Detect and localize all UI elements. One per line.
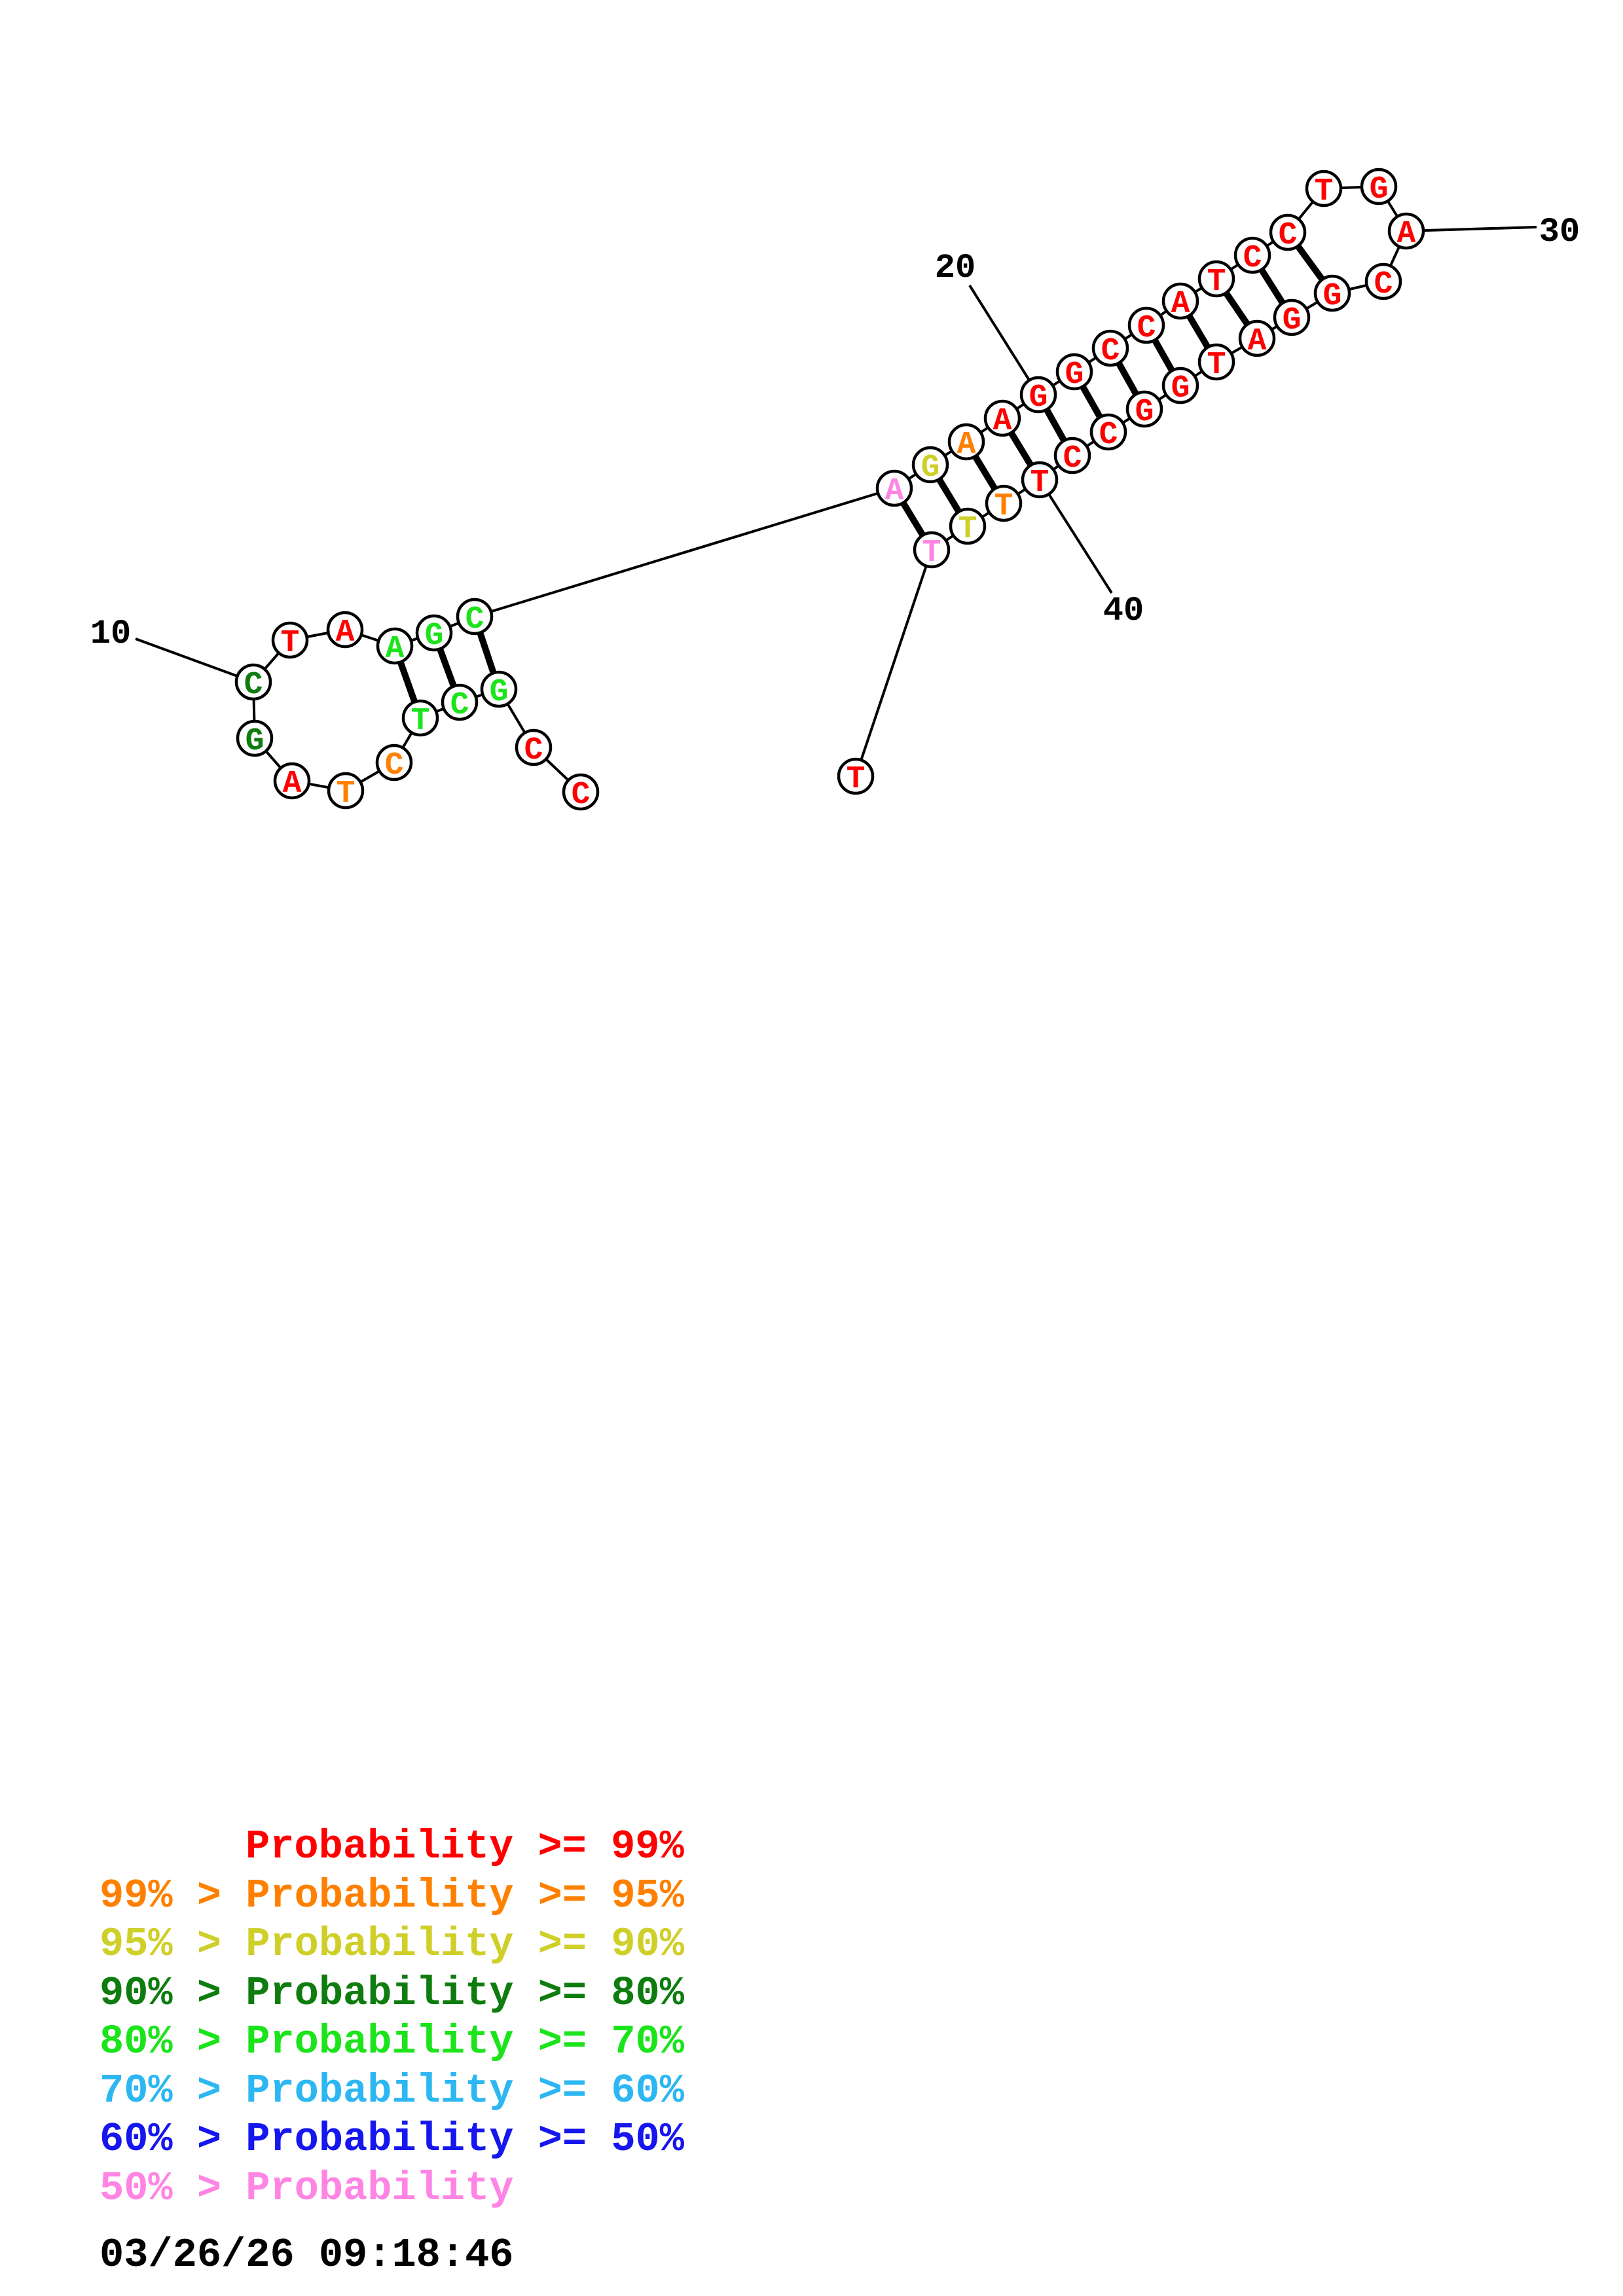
nucleotide-base: G	[424, 619, 444, 654]
nucleotide-n12	[328, 613, 362, 651]
nucleotide-n39	[1055, 439, 1089, 476]
position-label-line	[1040, 480, 1112, 593]
nucleotide-n14	[417, 616, 451, 654]
nucleotide-base: C	[1099, 418, 1118, 453]
nucleotide-base: T	[336, 776, 356, 812]
nucleotide-base: G	[1282, 303, 1302, 338]
nucleotide-n7	[329, 774, 363, 812]
nucleotide-n4	[443, 685, 477, 723]
nucleotide-n1	[564, 775, 598, 813]
nucleotide-base: C	[465, 602, 484, 637]
nucleotide-base: G	[489, 675, 509, 710]
nucleotide-n33	[1275, 300, 1309, 338]
nucleotide-n31	[1366, 264, 1400, 302]
nucleotide-n5	[403, 701, 437, 739]
nucleotide-n35	[1199, 345, 1233, 383]
nucleotide-base: T	[1030, 465, 1049, 501]
probability-legend	[100, 1823, 685, 2212]
nucleotide-n8	[275, 764, 309, 802]
nucleotide-n6	[377, 745, 411, 783]
legend-row: 95% > Probability >= 90%	[100, 1921, 684, 1967]
nucleotide-base: A	[385, 632, 405, 667]
nucleotide-base: C	[384, 748, 404, 783]
nucleotides	[236, 170, 1423, 813]
nucleotide-n29	[1362, 170, 1396, 207]
nucleotide-n10	[236, 665, 270, 703]
position-label: 20	[934, 249, 976, 287]
nucleotide-base: T	[1207, 264, 1226, 300]
position-label-line	[970, 285, 1038, 395]
nucleotide-base: A	[1171, 287, 1190, 322]
nucleotide-base: T	[922, 535, 941, 571]
position-label-line	[1406, 227, 1537, 231]
nucleotide-base: T	[958, 512, 977, 547]
nucleotide-base: C	[450, 688, 469, 723]
nucleotide-base: C	[244, 668, 263, 703]
nucleotide-n2	[517, 730, 551, 768]
nucleotide-n38	[1091, 415, 1125, 453]
nucleotide-base: C	[524, 733, 543, 768]
legend-row: 70% > Probability >= 60%	[100, 2068, 684, 2114]
nucleotide-base: G	[1065, 357, 1084, 393]
nucleotide-n15	[458, 600, 492, 637]
nucleotide-base: T	[410, 704, 430, 739]
legend-row: Probability >= 99%	[246, 1823, 684, 1870]
nucleotide-base: T	[1207, 348, 1226, 383]
nucleotide-base: A	[1247, 324, 1267, 359]
nucleotide-base: T	[994, 489, 1013, 524]
nucleotide-base: A	[335, 615, 355, 651]
nucleotide-n41	[987, 486, 1021, 524]
backbone-bond	[856, 550, 932, 776]
nucleotide-n34	[1240, 321, 1274, 359]
nucleotide-n37	[1127, 392, 1161, 430]
nucleotide-base: T	[1314, 174, 1334, 209]
legend-row: 80% > Probability >= 70%	[100, 2018, 684, 2065]
nucleotide-base: T	[846, 762, 866, 797]
nucleotide-base: A	[884, 474, 904, 509]
nucleotide-n40	[1023, 463, 1057, 501]
nucleotide-base: C	[1137, 311, 1156, 346]
nucleotide-n3	[482, 672, 516, 710]
backbone-bond	[475, 488, 894, 617]
legend-row: 90% > Probability >= 80%	[100, 1970, 684, 2017]
nucleotide-base: C	[1243, 241, 1262, 276]
nucleotide-n36	[1163, 368, 1197, 406]
nucleotide-base: C	[1063, 441, 1082, 476]
position-label-line	[136, 639, 253, 682]
nucleotide-base: G	[1369, 172, 1389, 207]
nucleotide-base: G	[1029, 380, 1048, 416]
nucleotide-base: A	[282, 766, 302, 802]
nucleotide-base: A	[957, 427, 976, 463]
timestamp: 03/26/26 09:18:46	[100, 2232, 514, 2278]
nucleotide-base: C	[571, 778, 591, 813]
legend-row: 99% > Probability >= 95%	[100, 1873, 684, 1919]
position-label: 30	[1539, 213, 1580, 251]
nucleotide-base: T	[280, 626, 300, 661]
nucleotide-base: C	[1278, 218, 1298, 253]
nucleotide-base: A	[993, 404, 1012, 439]
nucleotide-n32	[1315, 276, 1349, 314]
nucleotide-base: A	[1396, 217, 1416, 252]
nucleotide-base: G	[1322, 279, 1342, 314]
nucleotide-base: G	[1135, 395, 1154, 430]
nucleotide-n42	[951, 509, 985, 547]
legend-row: 60% > Probability >= 50%	[100, 2116, 684, 2162]
nucleotide-base: C	[1101, 334, 1120, 369]
nucleotide-n30	[1389, 214, 1423, 252]
nucleotide-base: C	[1374, 267, 1393, 302]
position-label: 40	[1103, 592, 1144, 630]
nucleotide-n13	[378, 629, 412, 667]
nucleotide-base: G	[1171, 371, 1190, 406]
legend-row: 50% > Probability	[100, 2165, 514, 2212]
position-label: 10	[90, 615, 132, 653]
nucleotide-n43	[915, 533, 949, 571]
nucleotide-base: G	[921, 450, 940, 486]
nucleotide-n44	[839, 759, 873, 797]
nucleotide-base: G	[245, 724, 264, 759]
